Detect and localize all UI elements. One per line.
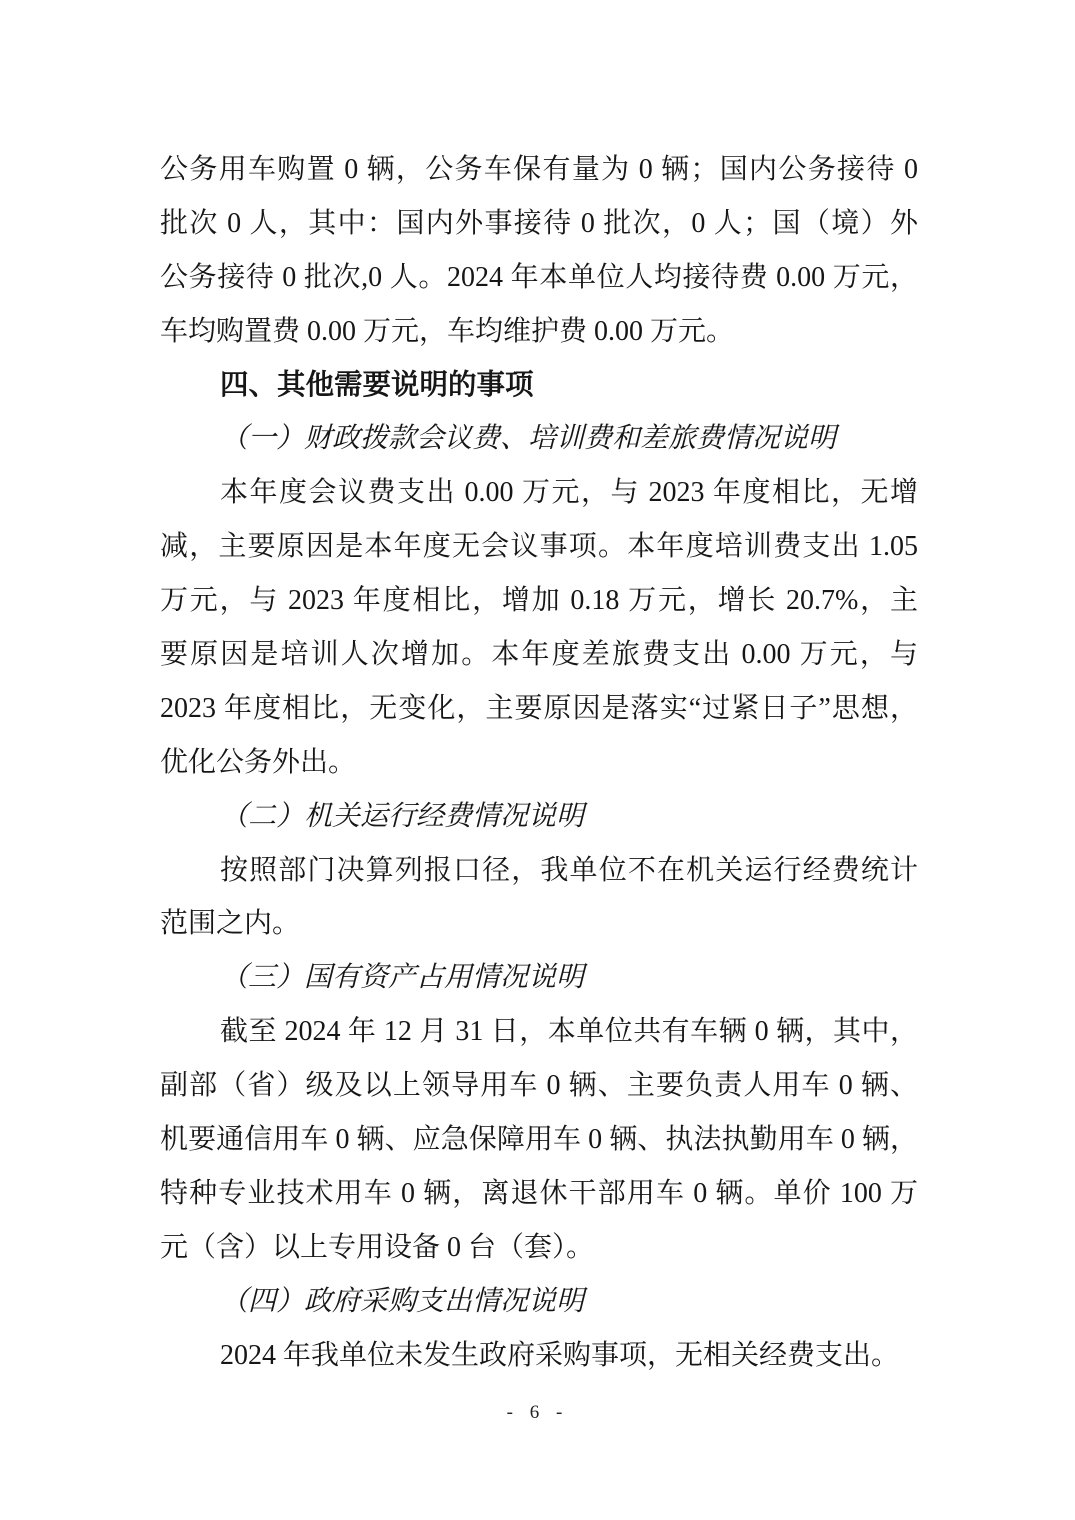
body-line: 要原因是培训人次增加。本年度差旅费支出 0.00 万元，与 bbox=[160, 639, 918, 671]
document-text-block bbox=[160, 143, 918, 1382]
body-line: 2023 年度相比，无变化，主要原因是落实“过紧日子”思想， bbox=[160, 692, 918, 724]
intro-line: 公务用车购置 0 辆，公务车保有量为 0 辆；国内公务接待 0 bbox=[160, 154, 918, 185]
body-line: 范围之内。 bbox=[160, 908, 301, 940]
body-line: 本年度会议费支出 0.00 万元，与 2023 年度相比，无增 bbox=[220, 477, 918, 509]
page-number: - 6 - bbox=[506, 1402, 569, 1423]
body-line: 元（含）以上专用设备 0 台（套）。 bbox=[160, 1231, 595, 1263]
intro-line: 批次 0 人，其中：国内外事接待 0 批次，0 人；国（境）外 bbox=[160, 207, 918, 239]
section-heading: 四、其他需要说明的事项 bbox=[220, 368, 534, 401]
intro-line: 公务接待 0 批次,0 人。2024 年本单位人均接待费 0.00 万元， bbox=[160, 261, 918, 293]
body-line: 减，主要原因是本年度无会议事项。本年度培训费支出 1.05 bbox=[160, 531, 918, 563]
body-line: 副部（省）级及以上领导用车 0 辆、主要负责人用车 0 辆、 bbox=[160, 1070, 918, 1102]
subsection-heading-3: （三）国有资产占用情况说明 bbox=[220, 962, 585, 994]
body-line: 机要通信用车 0 辆、应急保障用车 0 辆、执法执勤用车 0 辆， bbox=[160, 1124, 918, 1156]
subsection-heading-1: （一）财政拨款会议费、培训费和差旅费情况说明 bbox=[220, 423, 837, 455]
body-line: 2024 年我单位未发生政府采购事项，无相关经费支出。 bbox=[220, 1339, 900, 1371]
intro-line: 车均购置费 0.00 万元，车均维护费 0.00 万元。 bbox=[160, 315, 735, 347]
body-line: 特种专业技术用车 0 辆，离退休干部用车 0 辆。单价 100 万 bbox=[160, 1177, 918, 1209]
subsection-heading-4: （四）政府采购支出情况说明 bbox=[220, 1285, 585, 1317]
body-line: 万元，与 2023 年度相比，增加 0.18 万元，增长 20.7%，主 bbox=[160, 585, 918, 617]
body-line: 按照部门决算列报口径，我单位不在机关运行经费统计 bbox=[220, 854, 918, 886]
body-line: 截至 2024 年 12 月 31 日，本单位共有车辆 0 辆，其中， bbox=[220, 1016, 918, 1048]
body-line: 优化公务外出。 bbox=[160, 746, 357, 778]
subsection-heading-2: （二）机关运行经费情况说明 bbox=[220, 800, 585, 832]
